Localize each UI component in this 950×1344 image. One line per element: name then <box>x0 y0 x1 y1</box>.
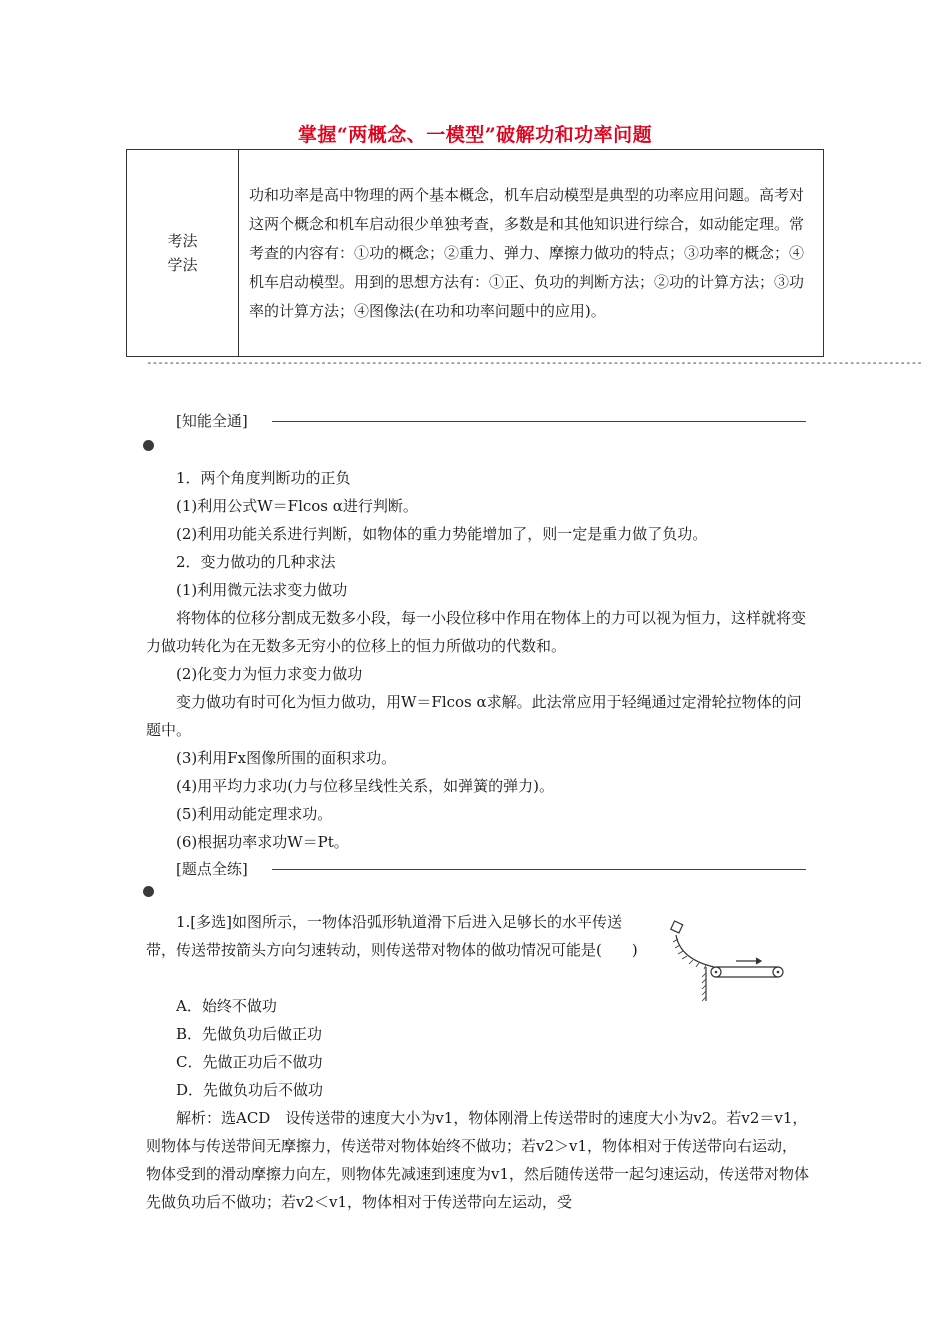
info-table <box>126 149 824 357</box>
item-text: (6)根据功率求功W＝Pt。 <box>176 833 349 851</box>
item-heading: 1．两个角度判断功的正负 <box>176 469 351 487</box>
item-text: (2)利用功能关系进行判断，如物体的重力势能增加了，则一定是重力做了负功。 <box>176 525 708 543</box>
option-b: B．先做负功后做正功 <box>176 1025 323 1043</box>
option-c: C．先做正功后不做功 <box>176 1053 323 1071</box>
conveyor-belt-figure <box>664 917 794 1003</box>
bullet-dot-icon <box>143 440 154 451</box>
item-text: (3)利用Fx图像所围的面积求功。 <box>176 749 397 767</box>
info-label-line2: 学法 <box>167 256 198 274</box>
page-title: 掌握“两概念、一模型”破解功和功率问题 <box>297 124 653 146</box>
block-icon <box>671 921 683 933</box>
item-text: (2)化变力为恒力求变力做功 <box>176 665 363 683</box>
item-text: (1)利用微元法求变力做功 <box>176 581 348 599</box>
info-label-line1: 考法 <box>167 232 198 250</box>
option-a: A．始终不做功 <box>176 997 277 1015</box>
item-heading: 2．变力做功的几种求法 <box>176 553 336 571</box>
info-text: 功和功率是高中物理的两个基本概念，机车启动模型是典型的功率应用问题。高考对这两个概念和机车启动很少单独考查，多数是和其他知识进行综合，如动能定理。常考查的内容有：①功的概念；②重力、弹力、摩擦力做功的特点；③功率的概念；④机车启动模型。用到的思想方法有：①正、负功的判断方法；②功的计算方法；③功率的计算方法；④图像法(在功和功率问题中的应用)。 <box>239 150 824 357</box>
paragraph: 将物体的位移分割成无数多小段，每一小段位移中作用在物体上的力可以视为恒力，这样就将变力做功转化为在无数多无穷小的位移上的恒力所做功的代数和。 <box>146 609 807 655</box>
paragraph: 变力做功有时可化为恒力做功，用W＝Flcos α求解。此法常应用于轻绳通过定滑轮拉物体的问题中。 <box>146 693 802 739</box>
section-rule <box>272 869 806 870</box>
dashed-separator: ------------------------------------------------------------------------------------------------------------------------------------------ <box>146 356 922 369</box>
answer-explanation: 解析：选ACD 设传送带的速度大小为v1，物体刚滑上传送带时的速度大小为v2。若v2＝v1，则物体与传送带间无摩擦力，传送带对物体始终不做功；若v2＞v1，物体相对于传送带向右运动，物体受到的滑动摩擦力向左，则物体先减速到速度为v1，然后随传送带一起匀速运动，传送带对物体先做负功后不做功；若v2＜v1，物体相对于传送带向左运动，受 <box>146 1109 810 1211</box>
arc-track <box>676 935 714 967</box>
info-label <box>127 150 239 357</box>
option-d: D．先做负功后不做功 <box>176 1081 324 1099</box>
item-text: (1)利用公式W＝Flcos α进行判断。 <box>176 497 418 515</box>
item-text: (4)用平均力求功(力与位移呈线性关系，如弹簧的弹力)。 <box>176 777 554 795</box>
question-stem: 1.[多选]如图所示，一物体沿弧形轨道滑下后进入足够长的水平传送带，传送带按箭头方向匀速转动，则传送带对物体的做功情况可能是( ) <box>146 913 638 959</box>
bullet-dot-icon <box>143 886 154 897</box>
section-heading-knowledge: [知能全通] <box>176 412 248 430</box>
section-heading-practice: [题点全练] <box>176 860 248 878</box>
section-rule <box>272 421 806 422</box>
item-text: (5)利用动能定理求功。 <box>176 805 333 823</box>
